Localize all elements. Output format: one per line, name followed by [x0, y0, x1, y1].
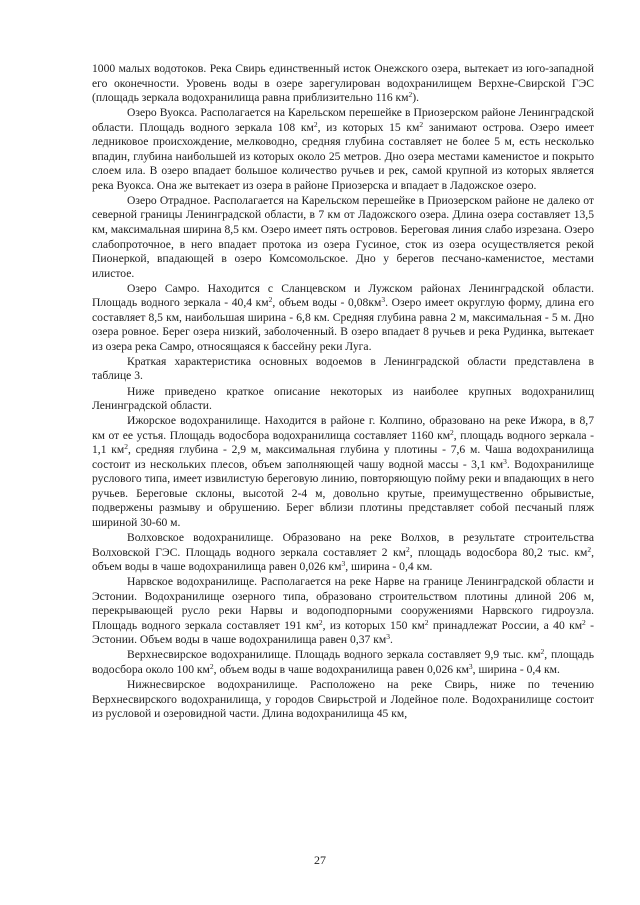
superscript: 3 — [341, 559, 346, 569]
superscript: 2 — [424, 617, 429, 627]
superscript: 2 — [268, 295, 273, 305]
superscript: 3 — [503, 456, 507, 466]
superscript: 3 — [386, 632, 390, 642]
superscript: 3 — [468, 661, 473, 671]
superscript: 2 — [318, 617, 323, 627]
paragraph: Волховское водохранилище. Образовано на реке Волхов, в результате строительства Волховской ГЭС. Площадь водного зеркала составляет 2 $км^2$, площадь водосбора 80,2 тыс. $км^2$, объем воды в чаше водохранилища равен 0,026 $км^3$, ширина - 0,4 км. — [92, 531, 594, 574]
superscript: 2 — [587, 544, 592, 554]
document-body — [92, 62, 594, 722]
paragraph: Озеро Отрадное. Располагается на Карельском перешейке в Приозерском районе не далеко от северной границы Ленинградской области, в 7 км от Ладожского озера. Длина озера составляет 13,5 км, максимальная ширина 8,5 км. Озеро имеет пять островов. Береговая линия слабо изрезана. Озеро слабопроточное, в него впадает протока из озера Гусиное, сток из озера осуществляется рекой Пионеркой, впадающей в озеро Комсомольское. Дно у берегов песчано-каменистое, местами илистое. — [92, 193, 594, 280]
paragraph: Ниже приведено краткое описание некоторых из наиболее крупных водохранилищ Ленинградской области. — [92, 384, 594, 413]
paragraph: Краткая характеристика основных водоемов в Ленинградской области представлена в таблице 3. — [92, 354, 594, 383]
paragraph: Верхнесвирское водохранилище. Площадь водного зеркала составляет 9,9 тыс. $км^2$, площадь водосбора около 100 $км^2$, объем воды в чаше водохранилища равен 0,026 $км^3$, ширина - 0,4 км. — [92, 647, 594, 676]
page-number: 27 — [314, 853, 326, 867]
superscript: 3 — [381, 295, 386, 305]
superscript: 2 — [124, 442, 128, 452]
superscript: 2 — [209, 661, 214, 671]
superscript: 2 — [582, 617, 586, 627]
superscript: 2 — [405, 544, 410, 554]
paragraph: Нижнесвирское водохранилище. Расположено на реке Свирь, ниже по течению Верхнесвирского водохранилища, у городов Свирьстрой и Лодейное поле. Водохранилище состоит из русловой и озеровидной части. Длина водохранилища 45 км, — [92, 677, 594, 721]
superscript: 2 — [313, 119, 318, 129]
paragraph: Нарвское водохранилище. Располагается на реке Нарве на границе Ленинградской области и Эстонии. Водохранилище озерного типа, образовано строительством плотины длиной 206 м, перекрывающей русло реки Нарвы и водоподпорными сооружениями Нарвского гидроузла. Площадь водного зеркала составляет 191 $км^2$, из которых 150 $км^2$ принадлежат России, а 40 $км^2$ - Эстонии. Объем воды в чаше водохранилища равен 0,37 $км^3$. — [92, 575, 594, 647]
superscript: 2 — [408, 90, 413, 100]
superscript: 2 — [450, 427, 454, 437]
paragraph: Озеро Вуокса. Располагается на Карельском перешейке в Приозерском районе Ленинградской области. Площадь водного зеркала 108 $км^2$, из которых 15 $км^2$ занимают острова. Озеро имеет ледниковое происхождение, мелководно, средняя глубина составляет не более 5 м, есть несколько впадин, глубина наибольшей из которых около 25 метров. Дно озера местами каменистое и покрыто слоем ила. В озеро впадает большое количество ручьев и рек, самой крупной из которых является река Вуокса. Она же вытекает из озера в районе Приозерска и впадает в Ладожское озеро. — [92, 106, 594, 192]
superscript: 2 — [540, 647, 545, 657]
paragraph: Ижорское водохранилище. Находится в районе г. Колпино, образовано на реке Ижора, в 8,7 км от ее устья. Площадь водосбора водохранилища составляет 1160 $км^2$, площадь водного зеркала - 1,1 $км^2$, средняя глубина - 2,9 м, максимальная глубина у плотины - 7,6 м. Чаша водохранилища состоит из нескольких плесов, объем заполняющей чашу водной массы - 3,1 $км^3$. Водохранилище руслового типа, имеет извилистую береговую линию, повторяющую пойму реки и впадающих в него ручьев. Береговые склоны, высотой 2-4 м, довольно крутые, преимущественно обрывистые, подвержены размыву и обрушению. Берег вблизи плотины представляет собой песчаный пляж шириной 30-60 м. — [92, 414, 594, 529]
paragraph: 1000 малых водотоков. Река Свирь единственный исток Онежского озера, вытекает из юго-западной его оконечности. Уровень воды в озере зарегулирован водохранилищем Верхне-Свирской ГЭС (площадь зеркала водохранилища равна приблизительно 116 $км^2$). — [92, 62, 594, 105]
paragraph: Озеро Самро. Находится с Сланцевском и Лужском районах Ленинградской области. Площадь водного зеркала - 40,4 $км^2$, объем воды - $0,08км^3$. Озеро имеет округлую форму, длина его составляет 8,5 км, наибольшая ширина - 6,8 км. Средняя глубина равна 2 м, максимальная - 5 м. Дно озера ровное. Берег озера низкий, заболоченный. В озеро впадает 8 ручьев и река Рудинка, вытекает из озера река Самро, относящаяся к бассейну реки Луга. — [92, 281, 594, 353]
superscript: 2 — [419, 119, 424, 129]
